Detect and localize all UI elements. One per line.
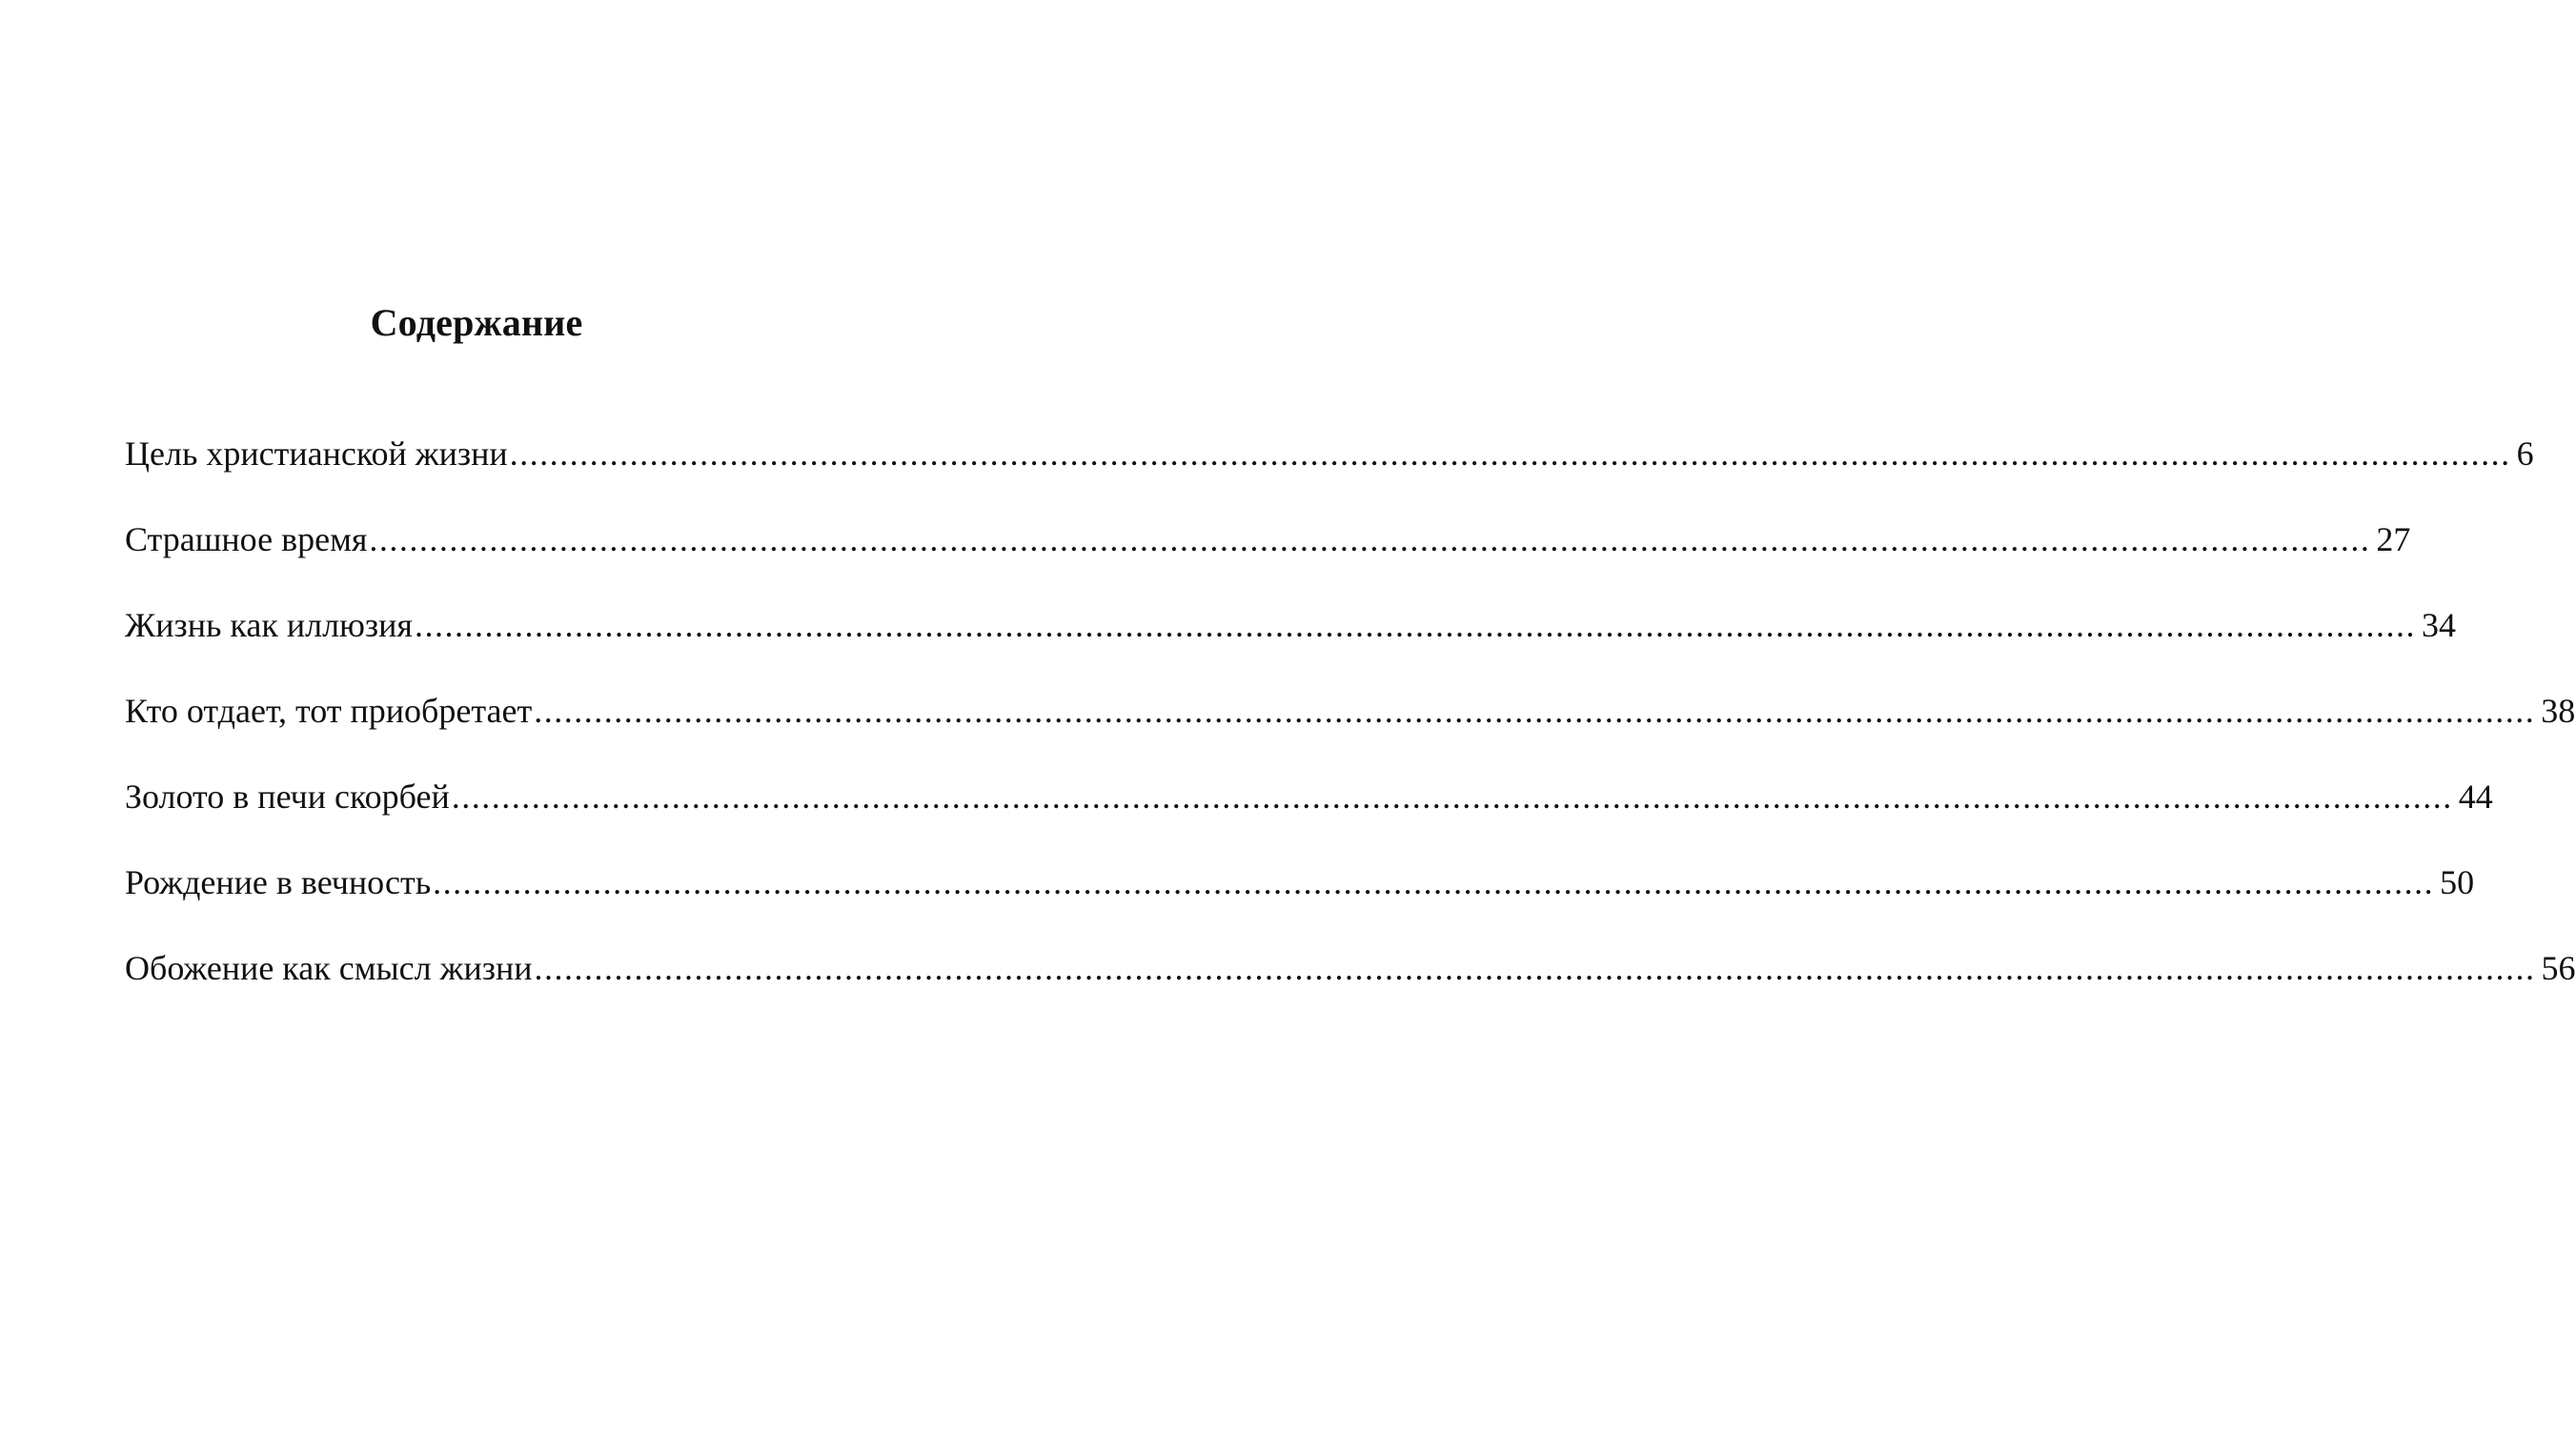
toc-entry: [125, 855, 2475, 940]
toc-entry-title: Жизнь как иллюзия: [125, 606, 413, 644]
toc-page-number: 38: [2541, 692, 2576, 730]
toc-entry: [125, 597, 2456, 683]
toc-entry-title: Кто отдает, тот приобретает: [125, 692, 533, 730]
toc-entry-title: Цель христианской жизни: [125, 434, 508, 473]
toc-page-number: 56: [2541, 949, 2576, 987]
toc-entry-title: Обожение как смысл жизни: [125, 949, 533, 987]
toc-entry: [125, 683, 2576, 769]
toc-page-number: 44: [2458, 778, 2493, 816]
toc-entry-title: Страшное время: [125, 520, 368, 558]
toc-entry: [125, 940, 2576, 1026]
toc-page-number: 27: [2376, 520, 2411, 558]
page-title: Содержание: [370, 301, 583, 344]
toc-entry: [125, 512, 2411, 597]
toc-entry: [125, 769, 2493, 855]
toc-entry-title: Золото в печи скорбей: [125, 778, 450, 816]
dot-leader: ........................................................................................................................................................................................................: [534, 692, 2536, 730]
toc-page-number: 50: [2440, 863, 2475, 901]
toc-page-number: 6: [2516, 434, 2534, 473]
dot-leader: ........................................................................................................................................................................................................: [433, 863, 2435, 901]
dot-leader: ........................................................................................................................................................................................................: [414, 606, 2416, 644]
toc-entry: [125, 426, 2534, 512]
toc-page-number: 34: [2421, 606, 2456, 644]
dot-leader: ........................................................................................................................................................................................................: [509, 434, 2511, 473]
table-of-contents: [125, 426, 2576, 1026]
toc-entry-title: Рождение в вечность: [125, 863, 432, 901]
dot-leader: ........................................................................................................................................................................................................: [451, 778, 2453, 816]
dot-leader: ........................................................................................................................................................................................................: [369, 520, 2371, 558]
dot-leader: ........................................................................................................................................................................................................: [534, 949, 2536, 987]
